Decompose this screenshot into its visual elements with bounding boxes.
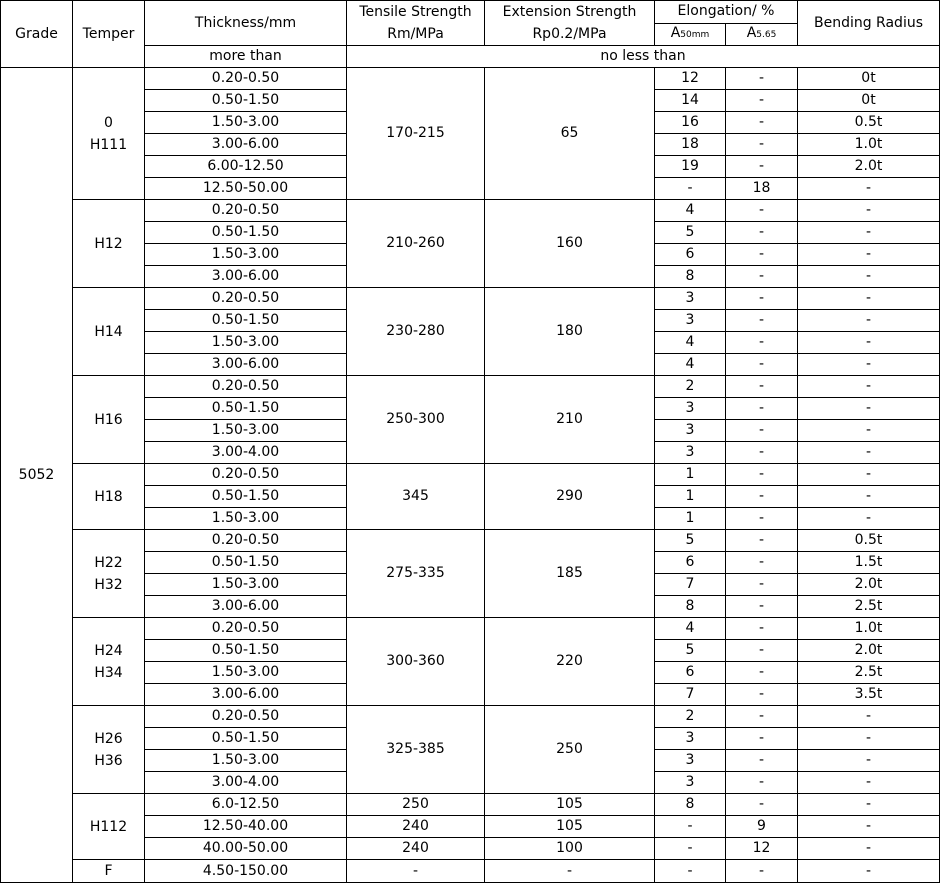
extension-strength-cell: 220	[485, 618, 655, 706]
thickness-cell: 0.20-0.50	[145, 68, 347, 90]
temper-cell	[73, 68, 145, 200]
bending-radius-cell: 0t	[798, 90, 940, 112]
bending-radius-header: Bending Radius	[798, 1, 940, 46]
a50-subscript: 50mm	[680, 29, 710, 40]
bending-radius-cell: -	[798, 706, 940, 728]
bending-radius-cell: -	[798, 310, 940, 332]
a50mm-cell: 14	[655, 90, 726, 112]
a50mm-cell: 7	[655, 684, 726, 706]
thickness-cell: 40.00-50.00	[145, 838, 347, 860]
bending-radius-cell: 0.5t	[798, 530, 940, 552]
a50mm-cell: 3	[655, 398, 726, 420]
a50mm-cell: 4	[655, 332, 726, 354]
bending-radius-cell: -	[798, 332, 940, 354]
a565-cell: -	[726, 90, 798, 112]
thickness-cell: 1.50-3.00	[145, 574, 347, 596]
a50mm-cell: 1	[655, 508, 726, 530]
temper-label: H111	[89, 136, 128, 153]
thickness-cell: 12.50-50.00	[145, 178, 347, 200]
thickness-cell: 6.00-12.50	[145, 156, 347, 178]
a50mm-cell: 12	[655, 68, 726, 90]
thickness-cell: 0.50-1.50	[145, 728, 347, 750]
bending-radius-cell: -	[798, 266, 940, 288]
a565-cell: -	[726, 750, 798, 772]
a50mm-cell: 6	[655, 662, 726, 684]
thickness-cell: 1.50-3.00	[145, 750, 347, 772]
extension-strength-cell: 65	[485, 68, 655, 200]
temper-cell	[73, 794, 145, 860]
extension-strength-header	[485, 1, 655, 46]
table-row	[1, 860, 940, 883]
bending-radius-cell: -	[798, 486, 940, 508]
a565-cell: -	[726, 464, 798, 486]
temper-label: H16	[94, 411, 123, 428]
temper-label: H112	[89, 818, 128, 835]
table-body	[1, 68, 940, 883]
tensile-strength-cell: 325-385	[347, 706, 485, 794]
a565-cell: -	[726, 134, 798, 156]
tensile-strength-cell: -	[347, 860, 485, 883]
bending-radius-cell: -	[798, 464, 940, 486]
a50mm-header	[655, 23, 726, 46]
temper-label: 0	[104, 114, 113, 131]
extension-strength-cell: 185	[485, 530, 655, 618]
thickness-cell: 6.0-12.50	[145, 794, 347, 816]
thickness-cell: 0.20-0.50	[145, 706, 347, 728]
a50mm-cell: 4	[655, 354, 726, 376]
bending-radius-cell: -	[798, 794, 940, 816]
grade-header: Grade	[1, 1, 73, 68]
extension-strength-cell: 180	[485, 288, 655, 376]
thickness-header: Thickness/mm	[145, 1, 347, 46]
a565-cell: -	[726, 706, 798, 728]
a565-cell: 12	[726, 838, 798, 860]
bending-radius-cell: 1.5t	[798, 552, 940, 574]
a565-cell: -	[726, 552, 798, 574]
table-row	[1, 200, 940, 222]
a565-cell: -	[726, 376, 798, 398]
tensile-strength-cell: 300-360	[347, 618, 485, 706]
temper-cell	[73, 200, 145, 288]
a565-cell: 18	[726, 178, 798, 200]
tensile-strength-cell: 240	[347, 816, 485, 838]
a565-cell: -	[726, 332, 798, 354]
bending-radius-cell: -	[798, 354, 940, 376]
table-row	[1, 618, 940, 640]
a50mm-cell: 5	[655, 530, 726, 552]
bending-radius-cell: 2.0t	[798, 156, 940, 178]
elongation-header: Elongation/ %	[655, 1, 798, 24]
a565-cell: -	[726, 200, 798, 222]
bending-radius-cell: -	[798, 442, 940, 464]
thickness-cell: 3.00-6.00	[145, 596, 347, 618]
extension-strength-cell: 160	[485, 200, 655, 288]
thickness-cell: 1.50-3.00	[145, 244, 347, 266]
thickness-cell: 0.20-0.50	[145, 200, 347, 222]
bending-radius-cell: -	[798, 816, 940, 838]
a565-cell: -	[726, 420, 798, 442]
a565-cell: -	[726, 442, 798, 464]
thickness-cell: 1.50-3.00	[145, 420, 347, 442]
bending-radius-cell: -	[798, 420, 940, 442]
a565-cell: -	[726, 288, 798, 310]
a565-subscript: 5.65	[756, 29, 777, 40]
temper-label: H34	[94, 664, 123, 681]
tensile-header-line1: Tensile Strength	[359, 4, 472, 20]
tensile-strength-cell: 275-335	[347, 530, 485, 618]
bending-radius-cell: -	[798, 508, 940, 530]
bending-radius-cell: 2.5t	[798, 596, 940, 618]
extension-strength-cell: 250	[485, 706, 655, 794]
a565-cell: -	[726, 354, 798, 376]
temper-cell	[73, 464, 145, 530]
a50mm-cell: 5	[655, 640, 726, 662]
a565-cell: -	[726, 860, 798, 883]
a50mm-cell: -	[655, 178, 726, 200]
temper-header: Temper	[73, 1, 145, 68]
a50mm-cell: 16	[655, 112, 726, 134]
bending-radius-cell: -	[798, 772, 940, 794]
bending-radius-cell: -	[798, 398, 940, 420]
thickness-cell: 3.00-6.00	[145, 684, 347, 706]
bending-radius-cell: -	[798, 376, 940, 398]
thickness-cell: 0.50-1.50	[145, 310, 347, 332]
bending-radius-cell: -	[798, 838, 940, 860]
thickness-cell: 0.50-1.50	[145, 640, 347, 662]
a50mm-cell: 3	[655, 310, 726, 332]
bending-radius-cell: -	[798, 178, 940, 200]
thickness-cell: 0.50-1.50	[145, 486, 347, 508]
a565-cell: -	[726, 486, 798, 508]
temper-label: H12	[94, 235, 123, 252]
bending-radius-cell: 2.5t	[798, 662, 940, 684]
thickness-cell: 0.20-0.50	[145, 288, 347, 310]
table-row	[1, 376, 940, 398]
a565-cell: -	[726, 728, 798, 750]
temper-label: H26	[94, 730, 123, 747]
extension-header-line2: Rp0.2/MPa	[532, 26, 607, 42]
tensile-header-line2: Rm/MPa	[387, 26, 444, 42]
thickness-cell: 1.50-3.00	[145, 662, 347, 684]
table-row	[1, 68, 940, 90]
a50mm-cell: 8	[655, 596, 726, 618]
tensile-strength-cell: 170-215	[347, 68, 485, 200]
temper-label: H36	[94, 752, 123, 769]
a50-main: A	[670, 24, 681, 41]
bending-radius-cell: -	[798, 222, 940, 244]
bending-radius-cell: 2.0t	[798, 640, 940, 662]
a565-cell: -	[726, 618, 798, 640]
thickness-cell: 0.20-0.50	[145, 376, 347, 398]
a50mm-cell: 3	[655, 750, 726, 772]
tensile-strength-cell: 230-280	[347, 288, 485, 376]
a50mm-cell: 3	[655, 442, 726, 464]
table-row	[1, 530, 940, 552]
temper-cell	[73, 706, 145, 794]
thickness-cell: 0.20-0.50	[145, 464, 347, 486]
thickness-cell: 1.50-3.00	[145, 112, 347, 134]
extension-strength-cell: 290	[485, 464, 655, 530]
thickness-cell: 0.50-1.50	[145, 90, 347, 112]
thickness-cell: 3.00-6.00	[145, 266, 347, 288]
a50mm-cell: 4	[655, 200, 726, 222]
temper-label: H32	[94, 576, 123, 593]
a50mm-cell: 19	[655, 156, 726, 178]
temper-cell	[73, 530, 145, 618]
a565-cell: -	[726, 112, 798, 134]
a565-cell: -	[726, 772, 798, 794]
thickness-cell: 1.50-3.00	[145, 508, 347, 530]
thickness-cell: 12.50-40.00	[145, 816, 347, 838]
a50mm-cell: 4	[655, 618, 726, 640]
tensile-strength-cell: 345	[347, 464, 485, 530]
a50mm-cell: 2	[655, 706, 726, 728]
a565-header	[726, 23, 798, 46]
thickness-cell: 0.50-1.50	[145, 398, 347, 420]
thickness-cell: 3.00-6.00	[145, 354, 347, 376]
a565-cell: -	[726, 662, 798, 684]
a50mm-cell: 3	[655, 288, 726, 310]
extension-strength-cell: -	[485, 860, 655, 883]
a50mm-cell: -	[655, 816, 726, 838]
tensile-strength-cell: 250-300	[347, 376, 485, 464]
bending-radius-cell: -	[798, 244, 940, 266]
bending-radius-cell: 0t	[798, 68, 940, 90]
thickness-cell: 0.50-1.50	[145, 222, 347, 244]
a50mm-cell: 3	[655, 728, 726, 750]
a565-cell: -	[726, 596, 798, 618]
thickness-cell: 3.00-6.00	[145, 134, 347, 156]
temper-cell	[73, 288, 145, 376]
temper-cell	[73, 618, 145, 706]
temper-label: H18	[94, 488, 123, 505]
extension-strength-cell: 105	[485, 816, 655, 838]
thickness-cell: 0.20-0.50	[145, 618, 347, 640]
a50mm-cell: 5	[655, 222, 726, 244]
a565-cell: -	[726, 574, 798, 596]
table-row	[1, 794, 940, 816]
a565-cell: -	[726, 310, 798, 332]
bending-radius-cell: 3.5t	[798, 684, 940, 706]
a50mm-cell: 7	[655, 574, 726, 596]
a50mm-cell: 1	[655, 464, 726, 486]
thickness-cell: 0.50-1.50	[145, 552, 347, 574]
temper-cell	[73, 376, 145, 464]
bending-radius-cell: 1.0t	[798, 618, 940, 640]
thickness-cell: 0.20-0.50	[145, 530, 347, 552]
bending-radius-cell: -	[798, 728, 940, 750]
temper-label: F	[104, 863, 113, 879]
bending-radius-cell: -	[798, 860, 940, 883]
no-less-than-label: no less than	[347, 46, 940, 68]
bending-radius-cell: -	[798, 200, 940, 222]
temper-label: H24	[94, 642, 123, 659]
a50mm-cell: -	[655, 838, 726, 860]
a565-cell: -	[726, 398, 798, 420]
a565-cell: -	[726, 68, 798, 90]
a565-cell: -	[726, 156, 798, 178]
a565-cell: -	[726, 222, 798, 244]
tensile-strength-cell: 210-260	[347, 200, 485, 288]
extension-strength-cell: 105	[485, 794, 655, 816]
a50mm-cell: 6	[655, 552, 726, 574]
table-row	[1, 464, 940, 486]
bending-radius-cell: -	[798, 288, 940, 310]
table-row	[1, 288, 940, 310]
a50mm-cell: 8	[655, 794, 726, 816]
temper-label: H14	[94, 323, 123, 340]
a50mm-cell: 2	[655, 376, 726, 398]
bending-radius-cell: 1.0t	[798, 134, 940, 156]
a565-cell: -	[726, 684, 798, 706]
tensile-strength-header	[347, 1, 485, 46]
extension-strength-cell: 210	[485, 376, 655, 464]
temper-label: H22	[94, 554, 123, 571]
tensile-strength-cell: 240	[347, 838, 485, 860]
a50mm-cell: 8	[655, 266, 726, 288]
bending-radius-cell: 2.0t	[798, 574, 940, 596]
temper-cell	[73, 860, 145, 883]
a50mm-cell: 6	[655, 244, 726, 266]
extension-strength-cell: 100	[485, 838, 655, 860]
a565-cell: -	[726, 640, 798, 662]
thickness-cell: 3.00-4.00	[145, 772, 347, 794]
a50mm-cell: 1	[655, 486, 726, 508]
more-than-label: more than	[145, 46, 347, 68]
tensile-strength-cell: 250	[347, 794, 485, 816]
a565-main: A	[746, 24, 757, 41]
a565-cell: -	[726, 266, 798, 288]
thickness-cell: 4.50-150.00	[145, 860, 347, 883]
extension-header-line1: Extension Strength	[502, 4, 637, 20]
a50mm-cell: 18	[655, 134, 726, 156]
thickness-cell: 3.00-4.00	[145, 442, 347, 464]
bending-radius-cell: 0.5t	[798, 112, 940, 134]
a50mm-cell: -	[655, 860, 726, 883]
thickness-cell: 1.50-3.00	[145, 332, 347, 354]
bending-radius-cell: -	[798, 750, 940, 772]
a565-cell: -	[726, 244, 798, 266]
a50mm-cell: 3	[655, 420, 726, 442]
a565-cell: -	[726, 530, 798, 552]
a565-cell: 9	[726, 816, 798, 838]
table-row	[1, 706, 940, 728]
grade-cell: 5052	[1, 68, 73, 883]
a565-cell: -	[726, 794, 798, 816]
a50mm-cell: 3	[655, 772, 726, 794]
a565-cell: -	[726, 508, 798, 530]
